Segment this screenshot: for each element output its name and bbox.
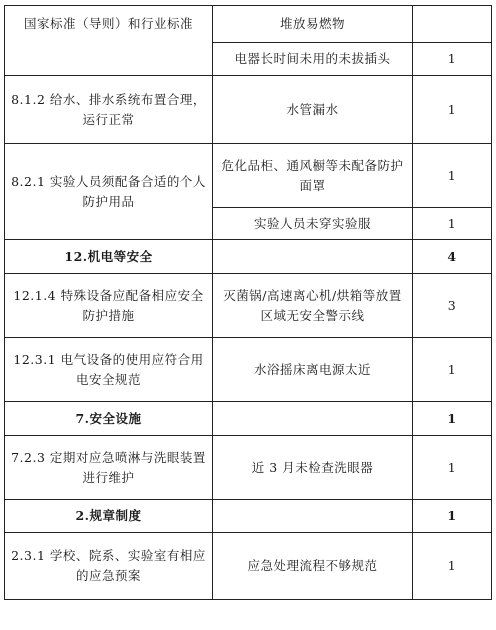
table-row — [5, 533, 492, 600]
standard-cell: 12.1.4 特殊设备应配备相应安全防护措施 — [5, 274, 213, 338]
issue-cell — [213, 240, 413, 274]
issue-cell: 应急处理流程不够规范 — [213, 533, 413, 600]
standard-cell: 8.1.2 给水、排水系统布置合理，运行正常 — [5, 76, 213, 144]
category-total: 4 — [413, 240, 492, 274]
count-cell — [413, 6, 492, 43]
table-row — [5, 6, 492, 43]
table-row — [5, 144, 492, 208]
standard-cell: 2.3.1 学校、院系、实验室有相应的应急预案 — [5, 533, 213, 600]
issue-cell: 近 3 月未检查洗眼器 — [213, 436, 413, 500]
count-cell: 1 — [413, 43, 492, 76]
count-cell: 1 — [413, 76, 492, 144]
issue-cell — [213, 500, 413, 533]
issue-cell: 堆放易燃物 — [213, 6, 413, 43]
count-cell: 3 — [413, 274, 492, 338]
standard-cell: 7.2.3 定期对应急喷淋与洗眼装置进行维护 — [5, 436, 213, 500]
issue-cell: 水管漏水 — [213, 76, 413, 144]
table-row — [5, 76, 492, 144]
issue-cell: 危化品柜、通风橱等未配备防护面罩 — [213, 144, 413, 208]
category-total: 1 — [413, 402, 492, 436]
issue-cell — [213, 402, 413, 436]
category-row — [5, 500, 492, 533]
category-row — [5, 402, 492, 436]
table-row — [5, 338, 492, 402]
count-cell: 1 — [413, 338, 492, 402]
category-title: 2.规章制度 — [5, 500, 213, 533]
category-total: 1 — [413, 500, 492, 533]
issue-cell: 水浴摇床离电源太近 — [213, 338, 413, 402]
category-title: 12.机电等安全 — [5, 240, 213, 274]
issue-cell: 灭菌锅/高速离心机/烘箱等放置区域无安全警示线 — [213, 274, 413, 338]
count-cell: 1 — [413, 144, 492, 208]
count-cell: 1 — [413, 533, 492, 600]
table-row — [5, 436, 492, 500]
issue-cell: 实验人员未穿实验服 — [213, 208, 413, 240]
category-row — [5, 240, 492, 274]
standard-cell: 12.3.1 电气设备的使用应符合用电安全规范 — [5, 338, 213, 402]
issue-cell: 电器长时间未用的未拔插头 — [213, 43, 413, 76]
standard-cell: 8.2.1 实验人员须配备合适的个人防护用品 — [5, 144, 213, 240]
standard-cell: 国家标准（导则）和行业标准 — [5, 6, 213, 76]
count-cell: 1 — [413, 208, 492, 240]
safety-standards-table — [4, 5, 492, 600]
count-cell: 1 — [413, 436, 492, 500]
table-row — [5, 274, 492, 338]
category-title: 7.安全设施 — [5, 402, 213, 436]
